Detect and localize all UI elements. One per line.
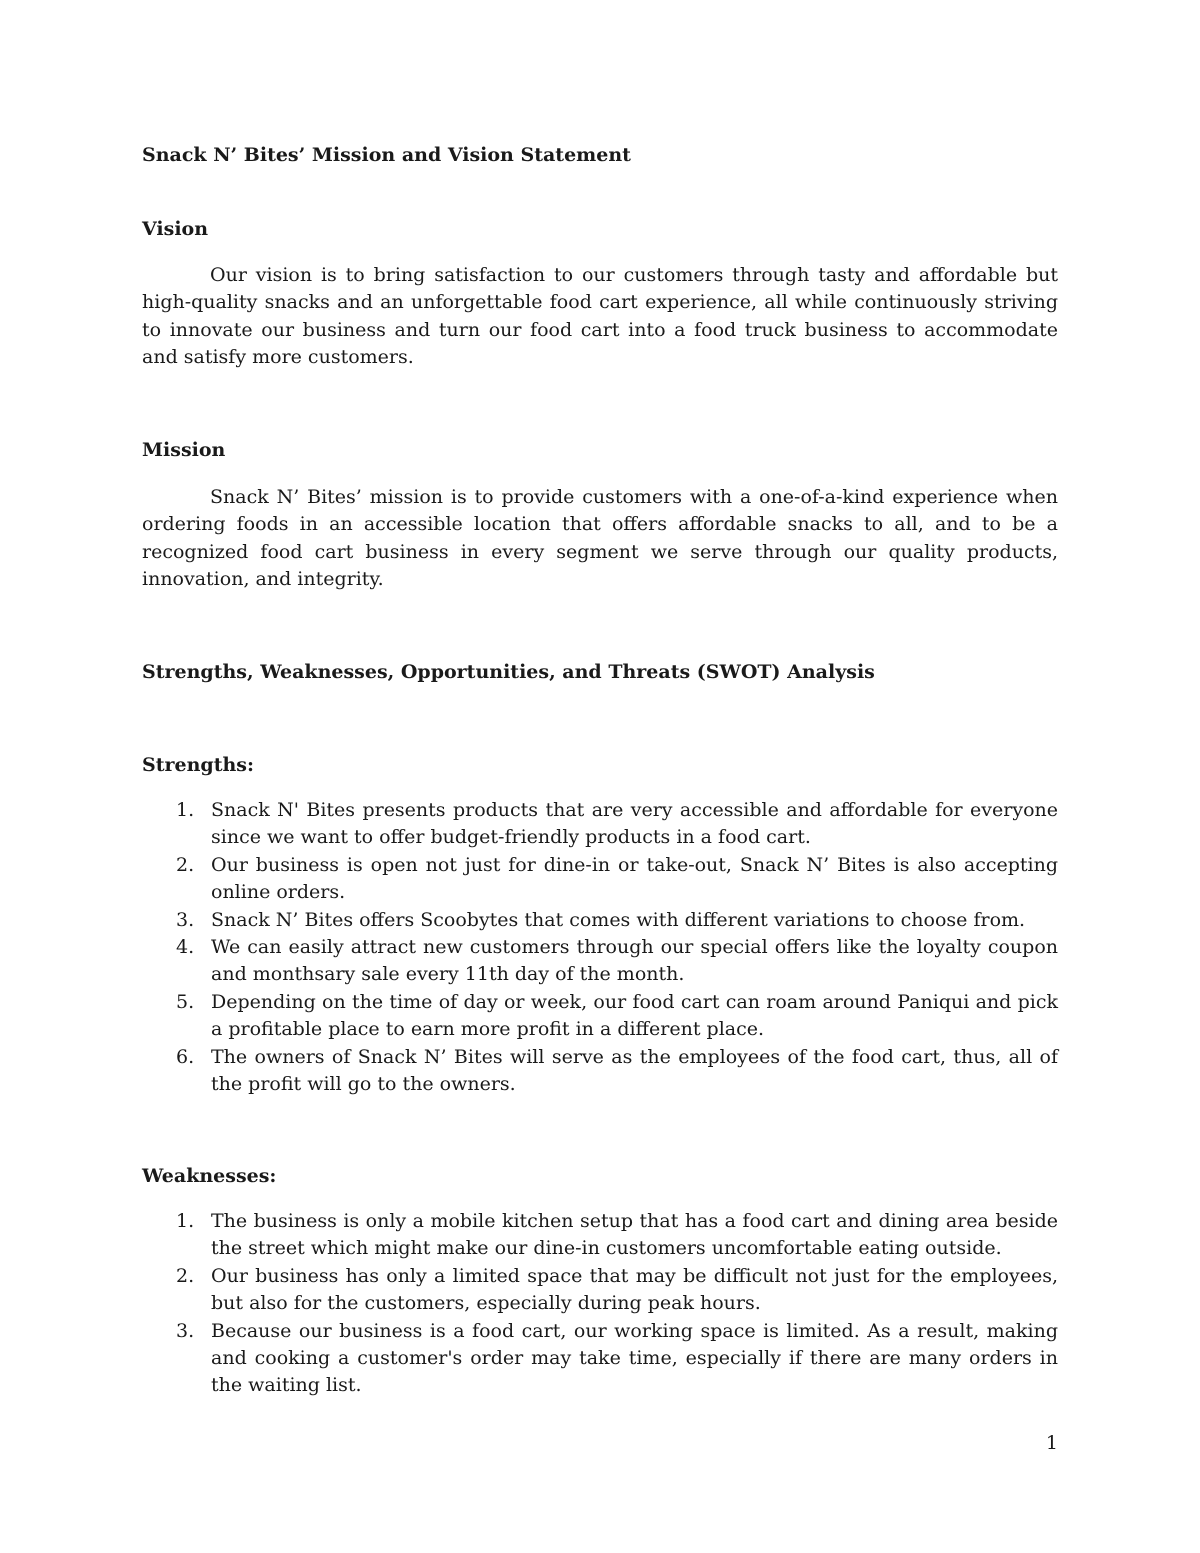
vision-heading: Vision — [142, 218, 209, 240]
list-text: The business is only a mobile kitchen setup that has a food cart and dining area beside the street which might make our dine-in customers uncomfortable eating outside. — [211, 1210, 1058, 1260]
mission-heading: Mission — [142, 439, 226, 461]
strengths-list — [142, 797, 1058, 1098]
swot-heading: Strengths, Weaknesses, Opportunities, and Threats (SWOT) Analysis — [142, 661, 875, 683]
strengths-heading: Strengths: — [142, 754, 254, 776]
list-item — [142, 907, 1058, 934]
list-number: 5. — [176, 990, 195, 1013]
list-number: 3. — [176, 1319, 195, 1342]
list-number: 6. — [176, 1045, 195, 1068]
list-text: Our business is open not just for dine-in or take-out, Snack N’ Bites is also accepting online orders. — [211, 853, 1058, 904]
document-title: Snack N’ Bites’ Mission and Vision Statement — [142, 144, 631, 166]
list-item — [142, 797, 1058, 852]
mission-paragraph: Snack N’ Bites’ mission is to provide customers with a one-of-a-kind experience when ordering foods in an accessible location that offers affordable snacks to all, and to be a recognized food cart business in every segment we serve through our quality products, innovation, and integrity. — [142, 486, 1058, 591]
vision-paragraph: Our vision is to bring satisfaction to our customers through tasty and affordable but high-quality snacks and an unforgettable food cart experience, all while continuously striving to innovate our business and turn our food cart into a food truck business to accommodate and satisfy more customers. — [142, 264, 1058, 369]
list-number: 2. — [176, 853, 195, 876]
list-number: 3. — [176, 908, 195, 931]
list-number: 1. — [176, 799, 195, 821]
list-text: Depending on the time of day or week, our food cart can roam around Paniqui and pick a profitable place to earn more profit in a different place. — [211, 990, 1058, 1041]
weaknesses-heading: Weaknesses: — [142, 1165, 277, 1187]
list-number: 1. — [176, 1210, 195, 1232]
list-text: Because our business is a food cart, our working space is limited. As a result, making and cooking a customer's order may take time, especially if there are many orders in the waiting list. — [211, 1319, 1058, 1397]
list-item — [142, 1263, 1058, 1318]
list-item — [142, 989, 1058, 1044]
list-number: 4. — [176, 936, 195, 959]
list-text: Our business has only a limited space that may be difficult not just for the employees, but also for the customers, especially during peak hours. — [211, 1264, 1058, 1315]
list-text: The owners of Snack N’ Bites will serve as the employees of the food cart, thus, all of the profit will go to the owners. — [211, 1045, 1058, 1096]
list-item — [142, 852, 1058, 907]
list-number: 2. — [176, 1264, 195, 1287]
list-text: Snack N’ Bites offers Scoobytes that comes with different variations to choose from. — [211, 908, 1026, 931]
list-item — [142, 934, 1058, 989]
list-text: Snack N' Bites presents products that are very accessible and affordable for everyone since we want to offer budget-friendly products in a food cart. — [211, 799, 1058, 849]
weaknesses-list — [142, 1208, 1058, 1400]
list-item — [142, 1044, 1058, 1099]
page-number: 1 — [1045, 1432, 1058, 1454]
list-text: We can easily attract new customers through our special offers like the loyalty coupon and monthsary sale every 11th day of the month. — [211, 936, 1058, 986]
list-item — [142, 1318, 1058, 1400]
list-item — [142, 1208, 1058, 1263]
